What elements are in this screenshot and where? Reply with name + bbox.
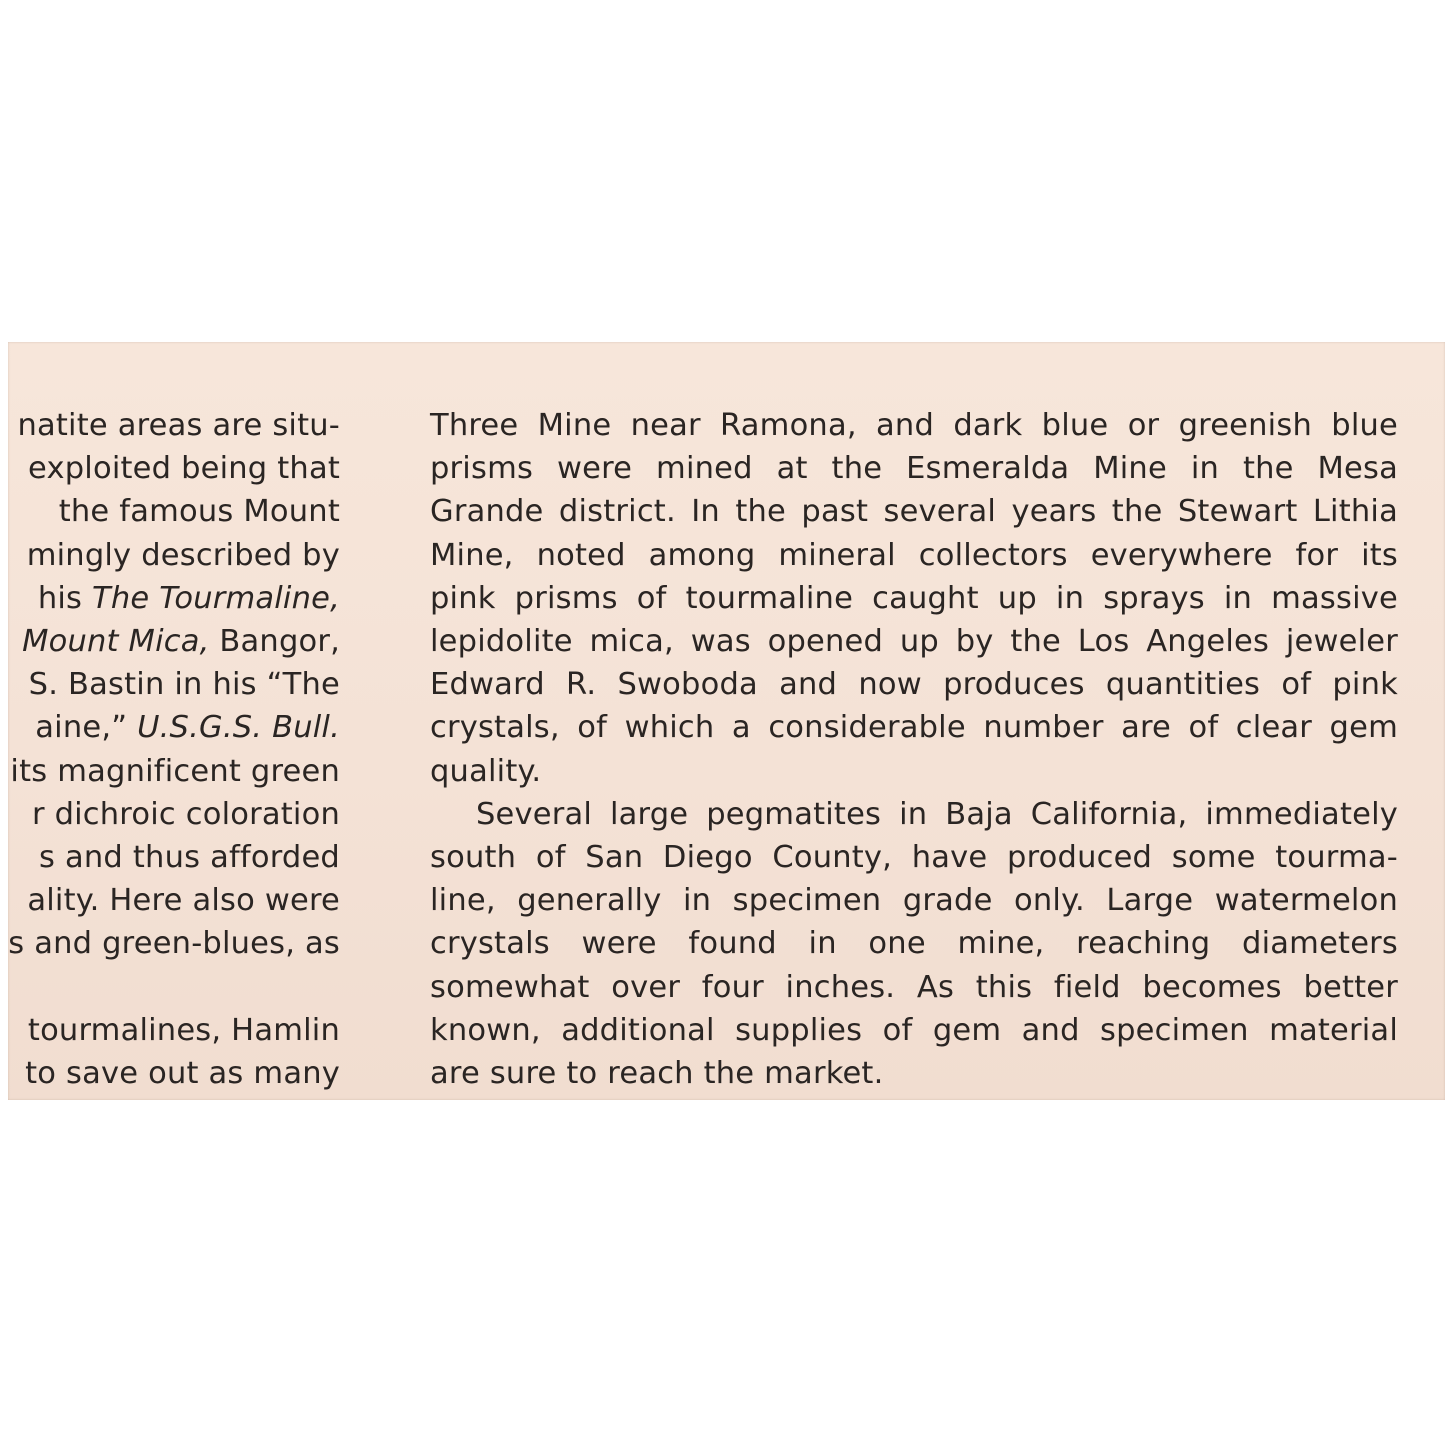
body-line: somewhat over four inches. As this field becomes better [430,969,1398,1005]
paragraph-stewart-lithia [430,404,1398,793]
left-line: its magnificent green [10,753,340,789]
right-column [430,404,1398,1095]
left-line: s and thus afforded [39,840,340,876]
body-line: line, generally in specimen grade only. Large watermelon [430,883,1398,919]
body-line: Grande district. In the past several years the Stewart Lithia [430,494,1398,530]
body-line: crystals were found in one mine, reaching diameters [430,926,1398,962]
left-line: natite areas are situ- [17,408,340,443]
left-line: S. Bastin in his “The [28,667,340,703]
paragraph-baja-california [430,793,1398,1095]
left-line: tourmalines, Hamlin [27,1012,340,1048]
left-line: to save out as many [25,1056,340,1092]
body-line: prisms were mined at the Esmeralda Mine in the Mesa [430,451,1398,487]
citation-italic: U.S.G.S. Bull. [137,710,340,746]
left-line-with-citation [8,706,340,749]
left-line: s and green-blues, as [8,926,340,962]
body-line: lepidolite mica, was opened up by the Los Angeles jeweler [430,624,1398,660]
body-line: are sure to reach the market. [430,1056,884,1092]
body-line-indented: Several large pegmatites in Baja California, immediately [476,796,1398,832]
left-line: r dichroic coloration [31,796,340,832]
left-line: the famous Mount [58,494,340,530]
body-line: known, additional supplies of gem and specimen material [430,1012,1398,1048]
left-line: mingly described by [26,537,340,573]
body-line: Edward R. Swoboda and now produces quantities of pink [430,667,1398,703]
place-name-italic: Mount Mica, [22,624,210,660]
body-line: Three Mine near Ramona, and dark blue or greenish blue [430,408,1398,443]
left-line-prefix: his [37,580,93,616]
left-column-fragment [8,404,340,1095]
left-column-gap [8,966,340,1009]
body-line: Mine, noted among mineral collectors everywhere for its [430,537,1398,573]
left-line-with-place [8,620,340,663]
book-title-italic: The Tourmaline, [92,580,340,616]
body-line: south of San Diego County, have produced some tourma- [430,840,1398,876]
left-line-suffix: Bangor, [209,624,340,660]
body-line: crystals, of which a considerable number are of clear gem [430,710,1398,746]
left-line: exploited being that [28,451,340,487]
left-line-prefix: aine,” [35,710,138,746]
left-line: ality. Here also were [27,883,340,919]
left-line-with-title [8,577,340,620]
body-line: quality. [430,753,542,789]
article-clipping [8,342,1445,1100]
body-line: pink prisms of tourmaline caught up in sprays in massive [430,580,1398,616]
